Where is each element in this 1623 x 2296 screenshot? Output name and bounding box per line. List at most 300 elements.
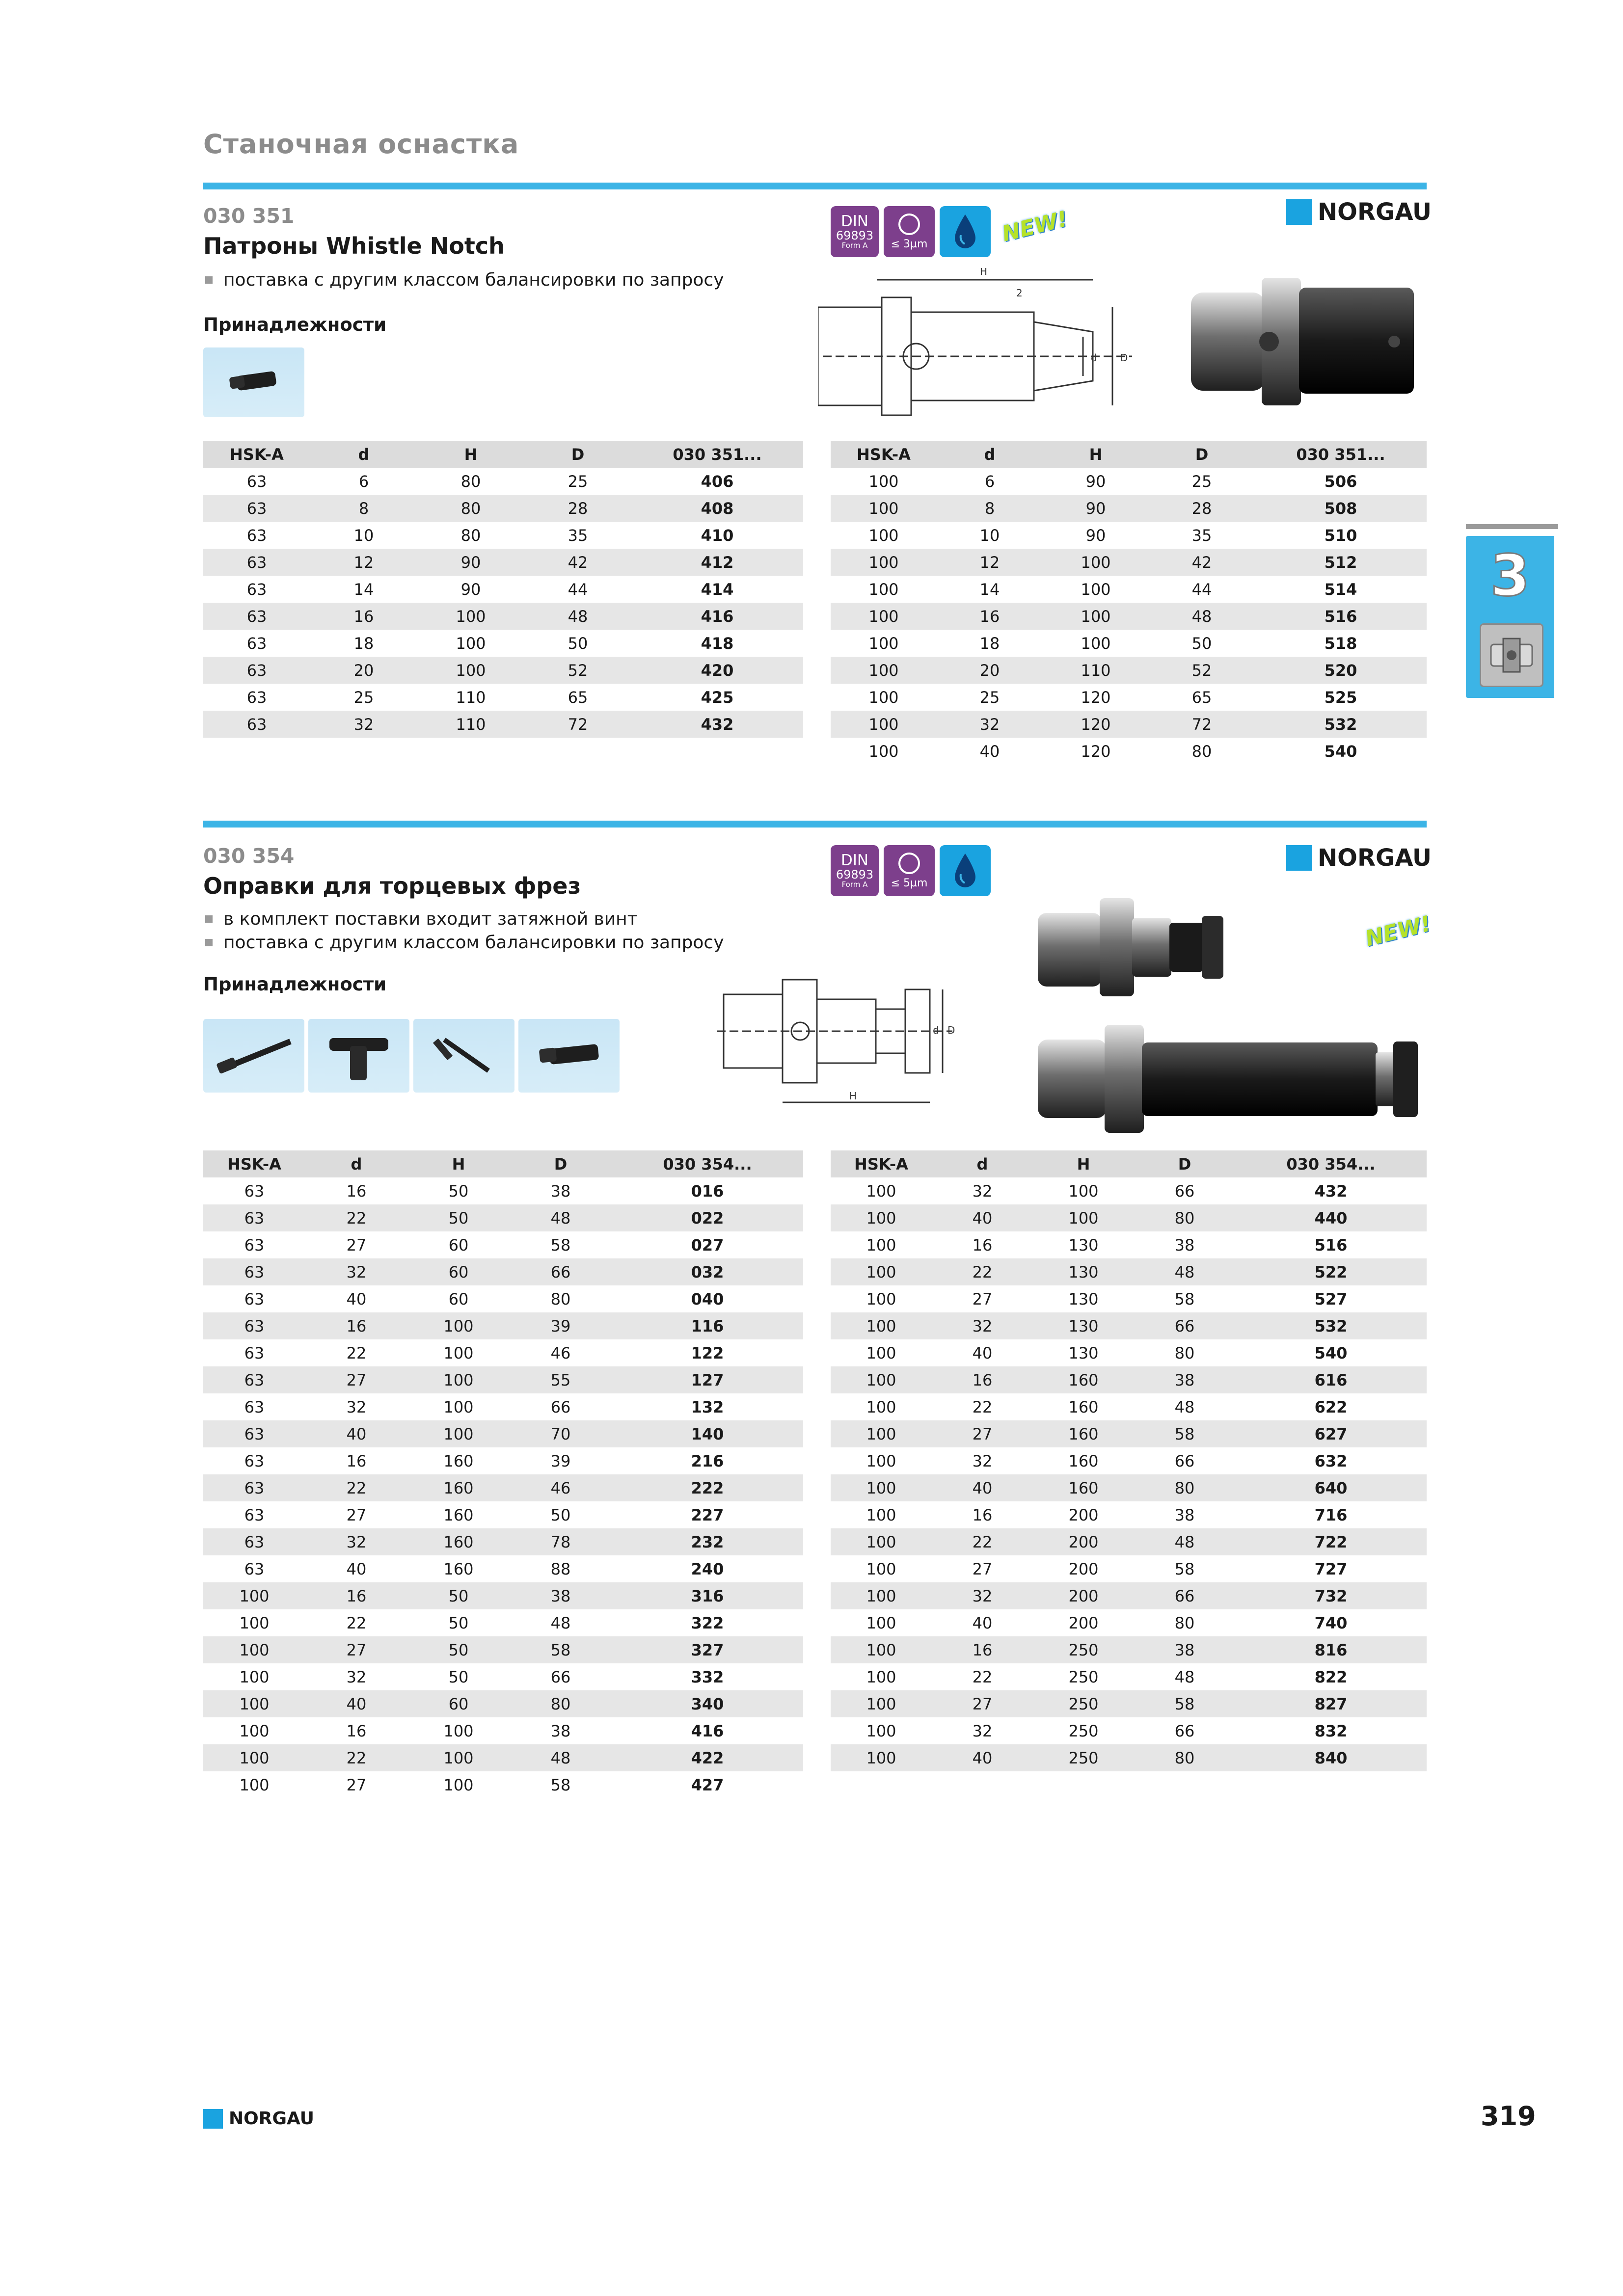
article-code-cell: 540 <box>1324 742 1357 761</box>
section2-bullet-2: поставка с другим классом балансировки по запросу <box>205 933 724 953</box>
table-cell: 10 <box>353 526 374 545</box>
table-cell: 38 <box>510 1582 612 1609</box>
table-row <box>831 1474 1427 1501</box>
table-cell: 100 <box>831 657 937 684</box>
table-cell: 200 <box>1068 1505 1099 1524</box>
article-code-cell: 425 <box>701 688 734 707</box>
wrench-icon <box>210 1029 298 1083</box>
table-row <box>831 1690 1427 1717</box>
article-code-cell: 222 <box>612 1474 803 1501</box>
col-header: HSK-A <box>831 441 937 468</box>
table-cell: 40 <box>932 1204 1033 1231</box>
table-cell: 100 <box>1081 634 1111 653</box>
table-cell: 20 <box>937 657 1043 684</box>
table-cell: 90 <box>460 580 481 599</box>
table-cell: 48 <box>1174 1397 1195 1416</box>
table-cell: 130 <box>1033 1312 1134 1339</box>
section2-accessories-label: Принадлежности <box>203 974 387 995</box>
article-code-cell: 514 <box>1324 580 1357 599</box>
table-cell: 80 <box>550 1289 571 1308</box>
col-header: H <box>407 1150 510 1177</box>
article-code-cell: 716 <box>1314 1505 1348 1524</box>
table-row <box>203 1771 803 1798</box>
table-cell: 100 <box>831 1474 932 1501</box>
table-row <box>831 1339 1427 1366</box>
table-cell: 32 <box>972 1721 993 1740</box>
table-row <box>831 1393 1427 1420</box>
table-cell: 50 <box>1191 634 1212 653</box>
table-cell: 63 <box>244 1505 265 1524</box>
table-row <box>203 1501 803 1528</box>
table-cell: 80 <box>510 1690 612 1717</box>
section1-title: Патроны Whistle Notch <box>203 233 505 259</box>
table-cell: 80 <box>460 472 481 491</box>
table-cell: 100 <box>203 1636 305 1663</box>
table-cell: 100 <box>831 603 937 630</box>
article-code-cell: 622 <box>1314 1397 1348 1416</box>
table-cell: 200 <box>1068 1613 1099 1632</box>
table-cell: 78 <box>510 1528 612 1555</box>
article-code-cell: 440 <box>1235 1204 1427 1231</box>
table-row <box>203 1528 803 1555</box>
table-cell: 130 <box>1068 1289 1099 1308</box>
section2-table-left <box>203 1150 803 1798</box>
article-code-cell: 406 <box>701 472 734 491</box>
table-cell: 42 <box>524 549 631 576</box>
table-cell: 27 <box>932 1420 1033 1447</box>
section2-bullet-1: в комплект поставки входит затяжной винт <box>205 909 638 929</box>
chapter-tab[interactable] <box>1466 536 1554 698</box>
col-header: D <box>1149 441 1255 468</box>
table-cell: 80 <box>1191 742 1212 761</box>
table-cell: 100 <box>443 1721 474 1740</box>
table-cell: 100 <box>239 1775 270 1794</box>
article-code-cell: 727 <box>1314 1559 1348 1578</box>
table-cell: 16 <box>972 1235 993 1255</box>
accessory-t-key[interactable] <box>308 1019 409 1093</box>
article-code-cell: 827 <box>1235 1690 1427 1717</box>
col-header: 030 354... <box>1235 1150 1427 1177</box>
table-row <box>831 657 1427 684</box>
table-cell: 100 <box>417 603 524 630</box>
table-cell: 48 <box>550 1613 571 1632</box>
table-cell: 80 <box>1134 1474 1235 1501</box>
table-cell: 60 <box>407 1258 510 1285</box>
table-cell: 22 <box>932 1258 1033 1285</box>
table-cell: 40 <box>305 1420 407 1447</box>
table-cell: 160 <box>1068 1451 1099 1470</box>
table-cell: 50 <box>568 634 588 653</box>
article-code-cell: 418 <box>701 634 734 653</box>
table-cell: 22 <box>932 1528 1033 1555</box>
article-code-cell: 416 <box>631 603 803 630</box>
table-row <box>831 522 1427 549</box>
article-code-cell: 414 <box>701 580 734 599</box>
table-cell: 48 <box>1174 1667 1195 1686</box>
article-code-cell: 532 <box>1235 1312 1427 1339</box>
section1-accessories-label: Принадлежности <box>203 314 387 335</box>
table-cell: 38 <box>1134 1636 1235 1663</box>
table-row <box>831 495 1427 522</box>
table-cell: 22 <box>305 1474 407 1501</box>
table-cell: 100 <box>1081 580 1111 599</box>
article-code-cell: 506 <box>1324 472 1357 491</box>
table-row <box>831 684 1427 711</box>
accessory-hex-key[interactable] <box>413 1019 514 1093</box>
article-code-cell: 432 <box>1314 1181 1348 1201</box>
table-cell: 130 <box>1068 1343 1099 1362</box>
article-code-cell: 332 <box>691 1667 724 1686</box>
table-cell: 58 <box>550 1775 571 1794</box>
article-code-cell: 627 <box>1235 1420 1427 1447</box>
table-cell: 63 <box>203 1474 305 1501</box>
table-cell: 63 <box>203 495 310 522</box>
svg-text:D: D <box>1120 352 1128 364</box>
col-header: 030 351... <box>1255 441 1427 468</box>
table-cell: 160 <box>1033 1474 1134 1501</box>
svg-text:D: D <box>947 1024 955 1036</box>
article-code-cell: 508 <box>1255 495 1427 522</box>
table-cell: 100 <box>831 1420 932 1447</box>
section2-product-photo-short <box>1036 883 1232 1001</box>
new-badge: NEW! <box>1362 911 1434 952</box>
table-cell: 25 <box>353 688 374 707</box>
table-cell: 25 <box>1191 472 1212 491</box>
table-cell: 100 <box>868 526 899 545</box>
table-cell: 27 <box>932 1690 1033 1717</box>
table-row <box>203 576 803 603</box>
col-header: H <box>1033 1150 1134 1177</box>
section2-title: Оправки для торцевых фрез <box>203 873 581 899</box>
table-row <box>831 1663 1427 1690</box>
table-row <box>831 1312 1427 1339</box>
table-cell: 70 <box>510 1420 612 1447</box>
article-code-cell: 227 <box>691 1505 724 1524</box>
table-cell: 27 <box>346 1775 367 1794</box>
table-cell: 16 <box>972 1505 993 1524</box>
table-cell: 63 <box>203 1312 305 1339</box>
article-code-cell: 516 <box>1255 603 1427 630</box>
table-row <box>203 657 803 684</box>
article-code-cell: 522 <box>1235 1258 1427 1285</box>
article-code-cell: 816 <box>1235 1636 1427 1663</box>
table-cell: 48 <box>524 603 631 630</box>
table-cell: 32 <box>305 1528 407 1555</box>
table-cell: 58 <box>550 1235 571 1255</box>
table-cell: 100 <box>203 1744 305 1771</box>
table-row <box>203 1690 803 1717</box>
table-cell: 100 <box>456 634 486 653</box>
table-cell: 25 <box>568 472 588 491</box>
table-cell: 100 <box>831 1528 932 1555</box>
hex-key-icon <box>420 1026 508 1085</box>
table-cell: 50 <box>407 1204 510 1231</box>
table-cell: 40 <box>979 742 1000 761</box>
table-cell: 63 <box>244 1235 265 1255</box>
table-cell: 32 <box>346 1667 367 1686</box>
article-code-cell: 216 <box>691 1451 724 1470</box>
article-code-cell: 416 <box>691 1721 724 1740</box>
table-cell: 22 <box>346 1343 367 1362</box>
table-cell: 90 <box>1085 526 1106 545</box>
chapter-number: 3 <box>1490 543 1530 609</box>
table-cell: 80 <box>417 495 524 522</box>
table-cell: 12 <box>310 549 417 576</box>
article-code-cell: 516 <box>1314 1235 1348 1255</box>
table-cell: 100 <box>866 1289 896 1308</box>
article-code-cell: 410 <box>701 526 734 545</box>
section1-brand: NORGAU <box>1286 198 1432 226</box>
article-code-cell: 632 <box>1314 1451 1348 1470</box>
table-cell: 80 <box>1134 1204 1235 1231</box>
table-cell: 38 <box>550 1181 571 1201</box>
table-cell: 63 <box>203 1258 305 1285</box>
table-cell: 100 <box>239 1667 270 1686</box>
accessory-screw[interactable] <box>203 347 304 417</box>
table-cell: 32 <box>972 1181 993 1201</box>
din-badge-icon: DIN 69893 Form A <box>831 206 879 257</box>
table-row <box>831 1231 1427 1258</box>
table-row <box>831 1204 1427 1231</box>
article-code-cell: 732 <box>1235 1582 1427 1609</box>
table-cell: 100 <box>443 1397 474 1416</box>
table-row <box>203 1555 803 1582</box>
table-cell: 100 <box>866 1505 896 1524</box>
table-row <box>203 711 803 738</box>
table-cell: 100 <box>443 1343 474 1362</box>
table-cell: 44 <box>568 580 588 599</box>
table-row <box>203 549 803 576</box>
table-cell: 100 <box>407 1420 510 1447</box>
table-row <box>831 738 1427 765</box>
table-cell: 50 <box>407 1636 510 1663</box>
svg-text:2: 2 <box>1016 287 1023 299</box>
table-cell: 100 <box>407 1312 510 1339</box>
table-cell: 100 <box>831 1258 932 1285</box>
table-cell: 66 <box>1134 1312 1235 1339</box>
table-cell: 100 <box>866 1397 896 1416</box>
table-cell: 90 <box>417 549 524 576</box>
accessory-draw-screw[interactable] <box>518 1019 620 1093</box>
table-cell: 100 <box>866 1667 896 1686</box>
table-row <box>831 711 1427 738</box>
accessory-wrench[interactable] <box>203 1019 304 1093</box>
table-row <box>831 1717 1427 1744</box>
article-code-cell: 532 <box>1255 711 1427 738</box>
article-code-cell: 116 <box>612 1312 803 1339</box>
table-cell: 120 <box>1043 711 1149 738</box>
table-cell: 38 <box>1174 1235 1195 1255</box>
table-cell: 50 <box>407 1582 510 1609</box>
table-cell: 65 <box>568 688 588 707</box>
table-cell: 22 <box>346 1613 367 1632</box>
table-cell: 27 <box>305 1366 407 1393</box>
table-cell: 80 <box>1134 1744 1235 1771</box>
col-header: 030 354... <box>612 1150 803 1177</box>
table-row <box>831 1420 1427 1447</box>
table-cell: 250 <box>1033 1690 1134 1717</box>
table-cell: 100 <box>866 1721 896 1740</box>
table-row <box>203 603 803 630</box>
table-cell: 46 <box>510 1474 612 1501</box>
col-header: d <box>310 441 417 468</box>
table-cell: 110 <box>456 688 486 707</box>
table-row <box>831 468 1427 495</box>
table-cell: 160 <box>1033 1420 1134 1447</box>
table-row <box>831 1582 1427 1609</box>
table-cell: 100 <box>831 1636 932 1663</box>
table-cell: 32 <box>305 1258 407 1285</box>
table-cell: 10 <box>979 526 1000 545</box>
svg-text:d: d <box>933 1024 939 1036</box>
table-cell: 63 <box>203 1528 305 1555</box>
table-row <box>831 1501 1427 1528</box>
balance-dial-icon: ≤ 3µm <box>884 206 935 257</box>
table-cell: 100 <box>831 711 937 738</box>
col-header: d <box>937 441 1043 468</box>
table-cell: 16 <box>310 603 417 630</box>
svg-text:d: d <box>1091 352 1097 364</box>
table-cell: 63 <box>244 1451 265 1470</box>
section1-table-left <box>203 441 803 738</box>
table-cell: 100 <box>1068 1181 1099 1201</box>
table-cell: 65 <box>1191 688 1212 707</box>
table-cell: 32 <box>937 711 1043 738</box>
table-row <box>203 1447 803 1474</box>
table-cell: 63 <box>246 526 267 545</box>
balance-dial-icon: ≤ 5µm <box>884 845 935 896</box>
table-cell: 110 <box>1043 657 1149 684</box>
article-code-cell: 322 <box>691 1613 724 1632</box>
table-cell: 40 <box>346 1289 367 1308</box>
table-cell: 250 <box>1068 1667 1099 1686</box>
svg-text:H: H <box>980 268 988 277</box>
table-cell: 100 <box>866 1181 896 1201</box>
table-cell: 48 <box>1134 1258 1235 1285</box>
article-code-cell: 027 <box>691 1235 724 1255</box>
table-cell: 28 <box>1149 495 1255 522</box>
table-row <box>203 1258 803 1285</box>
table-cell: 32 <box>972 1451 993 1470</box>
table-row <box>203 1420 803 1447</box>
table-cell: 63 <box>203 603 310 630</box>
table-cell: 200 <box>1033 1528 1134 1555</box>
section1-product-photo <box>1188 268 1427 415</box>
footer-brand: NORGAU <box>203 2109 314 2129</box>
col-header: D <box>524 441 631 468</box>
table-row <box>203 1609 803 1636</box>
table-cell: 22 <box>972 1667 993 1686</box>
table-cell: 40 <box>346 1559 367 1578</box>
table-cell: 100 <box>417 657 524 684</box>
table-cell: 100 <box>831 1744 932 1771</box>
table-cell: 14 <box>979 580 1000 599</box>
article-code-cell: 240 <box>691 1559 724 1578</box>
page-number: 319 <box>1481 2101 1536 2132</box>
table-cell: 16 <box>305 1312 407 1339</box>
screw-icon <box>217 363 291 402</box>
article-code-cell: 412 <box>631 549 803 576</box>
table-row <box>831 1744 1427 1771</box>
table-cell: 32 <box>346 1397 367 1416</box>
table-cell: 100 <box>868 688 899 707</box>
col-header: D <box>1134 1150 1235 1177</box>
article-code-cell: 722 <box>1235 1528 1427 1555</box>
table-cell: 38 <box>1134 1366 1235 1393</box>
table-cell: 28 <box>524 495 631 522</box>
table-row <box>831 1366 1427 1393</box>
section2-brand: NORGAU <box>1286 844 1432 872</box>
section2-table-right <box>831 1150 1427 1771</box>
table-cell: 35 <box>1191 526 1212 545</box>
table-cell: 160 <box>407 1528 510 1555</box>
table-cell: 22 <box>305 1744 407 1771</box>
table-cell: 50 <box>448 1613 469 1632</box>
table-cell: 66 <box>1174 1721 1195 1740</box>
article-code-cell: 022 <box>612 1204 803 1231</box>
section1-bullet: поставка с другим классом балансировки по запросу <box>205 270 724 290</box>
table-cell: 100 <box>203 1690 305 1717</box>
table-row <box>831 1447 1427 1474</box>
table-cell: 100 <box>239 1613 270 1632</box>
table-cell: 58 <box>1174 1559 1195 1578</box>
coolant-drop-icon <box>940 845 991 896</box>
article-code-cell: 340 <box>612 1690 803 1717</box>
table-cell: 20 <box>310 657 417 684</box>
table-cell: 100 <box>831 495 937 522</box>
table-cell: 100 <box>831 1312 932 1339</box>
svg-text:H: H <box>849 1090 857 1102</box>
table-cell: 22 <box>972 1397 993 1416</box>
table-cell: 16 <box>932 1366 1033 1393</box>
table-cell: 100 <box>831 1582 932 1609</box>
table-row <box>203 1474 803 1501</box>
table-cell: 100 <box>831 1690 932 1717</box>
table-cell: 52 <box>524 657 631 684</box>
table-cell: 100 <box>1043 549 1149 576</box>
table-cell: 40 <box>932 1744 1033 1771</box>
col-header: d <box>932 1150 1033 1177</box>
table-cell: 100 <box>831 1204 932 1231</box>
table-cell: 100 <box>866 1235 896 1255</box>
article-code-cell: 327 <box>612 1636 803 1663</box>
table-cell: 32 <box>310 711 417 738</box>
table-row <box>831 1609 1427 1636</box>
table-row <box>831 1177 1427 1204</box>
table-cell: 250 <box>1068 1721 1099 1740</box>
table-cell: 100 <box>203 1582 305 1609</box>
table-cell: 63 <box>203 711 310 738</box>
table-cell: 100 <box>868 742 899 761</box>
table-cell: 160 <box>1068 1397 1099 1416</box>
table-cell: 110 <box>417 711 524 738</box>
table-cell: 52 <box>1149 657 1255 684</box>
table-row <box>831 603 1427 630</box>
table-row <box>203 1393 803 1420</box>
table-cell: 39 <box>510 1312 612 1339</box>
table-cell: 100 <box>866 1451 896 1470</box>
article-code-cell: 640 <box>1235 1474 1427 1501</box>
table-cell: 38 <box>550 1721 571 1740</box>
table-row <box>203 495 803 522</box>
table-cell: 100 <box>868 634 899 653</box>
article-code-cell: 316 <box>612 1582 803 1609</box>
table-row <box>831 1285 1427 1312</box>
table-row <box>203 630 803 657</box>
table-row <box>203 1636 803 1663</box>
table-cell: 14 <box>353 580 374 599</box>
table-cell: 66 <box>550 1667 571 1686</box>
